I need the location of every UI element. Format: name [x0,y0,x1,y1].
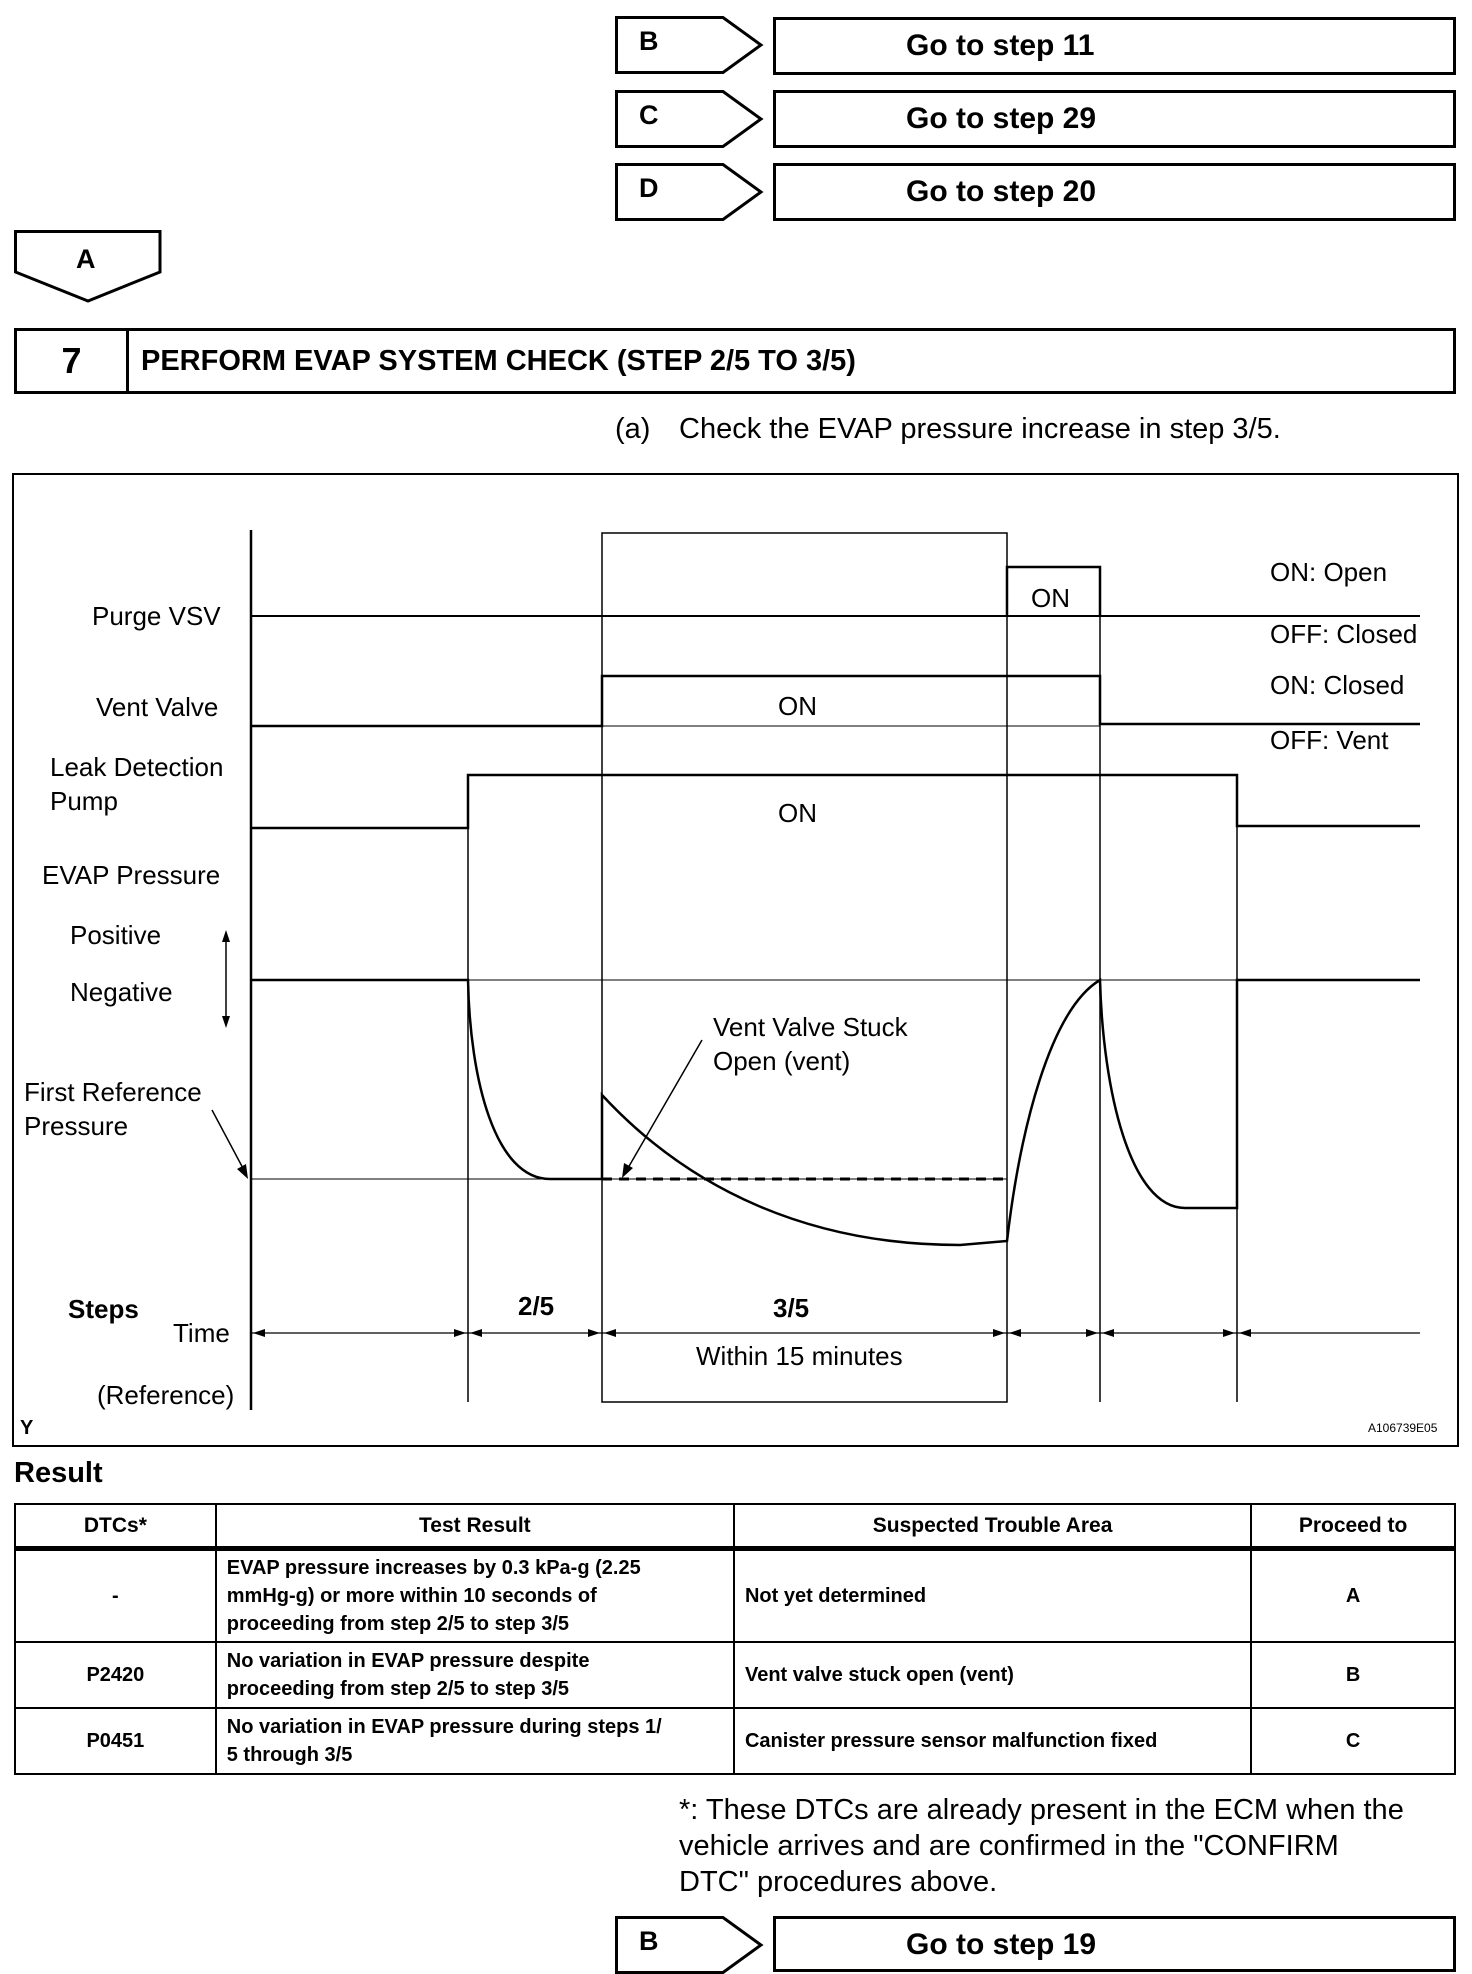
cell-trouble-area: Vent valve stuck open (vent) [734,1642,1251,1708]
vent-on-label: ON [778,691,817,721]
label-pump: Pump [50,786,118,816]
table-row [15,1708,1455,1774]
cell-line: No variation in EVAP pressure during steps 1/ [226,1716,662,1738]
cell-test-result [216,1642,734,1708]
table-row [15,1642,1455,1708]
header-test-result: Test Result [216,1504,734,1549]
cell-trouble-area: Not yet determined [734,1549,1251,1643]
cell-line: proceeding from step 2/5 to step 3/5 [226,1613,570,1635]
corner-mark: Y [20,1417,34,1439]
header-trouble-area: Suspected Trouble Area [734,1504,1251,1549]
cell-proceed: C [1251,1708,1455,1774]
label-time: Time [173,1318,230,1348]
result-table [14,1503,1456,1775]
step-2-5-label: 2/5 [518,1291,555,1321]
branch-letter: B [639,1926,659,1956]
vent-valve-trace [251,676,1420,726]
cell-trouble-area: Canister pressure sensor malfunction fixed [734,1708,1251,1774]
cell-line: mmHg-g) or more within 10 seconds of [226,1585,597,1607]
arrow-down-head [222,1016,230,1028]
footnote [679,1792,1404,1900]
label-vent-valve: Vent Valve [96,692,219,722]
cell-line: proceeding from step 2/5 to step 3/5 [226,1678,570,1700]
branch-tag-a [14,230,162,304]
figure-code: A106739E05 [1368,1421,1438,1435]
annotation-stuck-open-1: Vent Valve Stuck [713,1012,908,1042]
vent-on-closed: ON: Closed [1270,670,1405,700]
step-header [14,328,1456,394]
label-purge-vsv: Purge VSV [92,601,221,631]
cell-line: EVAP pressure increases by 0.3 kPa-g (2.25 [226,1557,641,1579]
branch-letter: A [76,244,96,274]
label-first-reference: First Reference [24,1077,202,1107]
branch-letter: C [639,100,659,130]
footnote-line: vehicle arrives and are confirmed in the "CONFIRM [679,1830,1339,1862]
label-leak-detection: Leak Detection [50,752,224,782]
cell-dtc: P0451 [15,1708,216,1774]
table-row [15,1549,1455,1643]
stuck-open-pointer [628,1040,702,1168]
timing-diagram-svg [12,473,1459,1447]
header-proceed-to: Proceed to [1251,1504,1455,1549]
footnote-line: *: These DTCs are already present in the ECM when the [679,1794,1404,1826]
arrow-up-head [222,930,230,942]
branch-tag-b-bottom [615,1916,765,1974]
pump-trace [251,775,1420,828]
cell-test-result [216,1708,734,1774]
step-3-5-box [602,533,1007,1402]
label-pressure: Pressure [24,1111,129,1141]
label-reference: (Reference) [97,1380,235,1410]
cell-line: No variation in EVAP pressure despite [226,1650,590,1672]
branch-letter: B [639,26,659,56]
cell-line: 5 through 3/5 [226,1744,353,1766]
header-dtcs: DTCs* [15,1504,216,1549]
timing-diagram [12,473,1459,1447]
vent-off-vent: OFF: Vent [1270,725,1389,755]
result-title: Result [14,1457,103,1489]
purge-on-label: ON [1031,583,1070,613]
branch-tag-c [615,90,765,148]
go-to-step-box: Go to step 11 [773,17,1456,75]
footnote-line: DTC" procedures above. [679,1866,998,1898]
cell-proceed: B [1251,1642,1455,1708]
step-number: 7 [17,331,129,391]
go-to-step-box: Go to step 19 [773,1916,1456,1972]
branch-tag-b [615,16,765,74]
go-to-step-box: Go to step 20 [773,163,1456,221]
step-3-5-label: 3/5 [773,1293,810,1323]
instruction-text: Check the EVAP pressure increase in step 3/5. [679,413,1281,445]
go-to-step-box: Go to step 29 [773,90,1456,148]
reference-pointer [212,1110,245,1172]
step-title: PERFORM EVAP SYSTEM CHECK (STEP 2/5 TO 3/5) [141,345,856,377]
table-header-row [15,1504,1455,1549]
label-steps: Steps [68,1294,139,1324]
label-evap-pressure: EVAP Pressure [42,860,221,890]
pump-on-label: ON [778,798,817,828]
purge-off-closed: OFF: Closed [1270,619,1418,649]
cell-test-result [216,1549,734,1643]
cell-dtc: - [15,1549,216,1643]
instruction-marker: (a) [615,413,651,445]
label-negative: Negative [70,977,173,1007]
branch-letter: D [639,173,659,203]
cell-proceed: A [1251,1549,1455,1643]
purge-on-open: ON: Open [1270,557,1388,587]
label-positive: Positive [70,920,162,950]
stuck-open-pointer-head [622,1163,633,1178]
reference-pointer-head [237,1164,248,1179]
within-15-minutes: Within 15 minutes [696,1341,903,1371]
annotation-stuck-open-2: Open (vent) [713,1046,851,1076]
cell-dtc: P2420 [15,1642,216,1708]
branch-tag-d [615,163,765,221]
